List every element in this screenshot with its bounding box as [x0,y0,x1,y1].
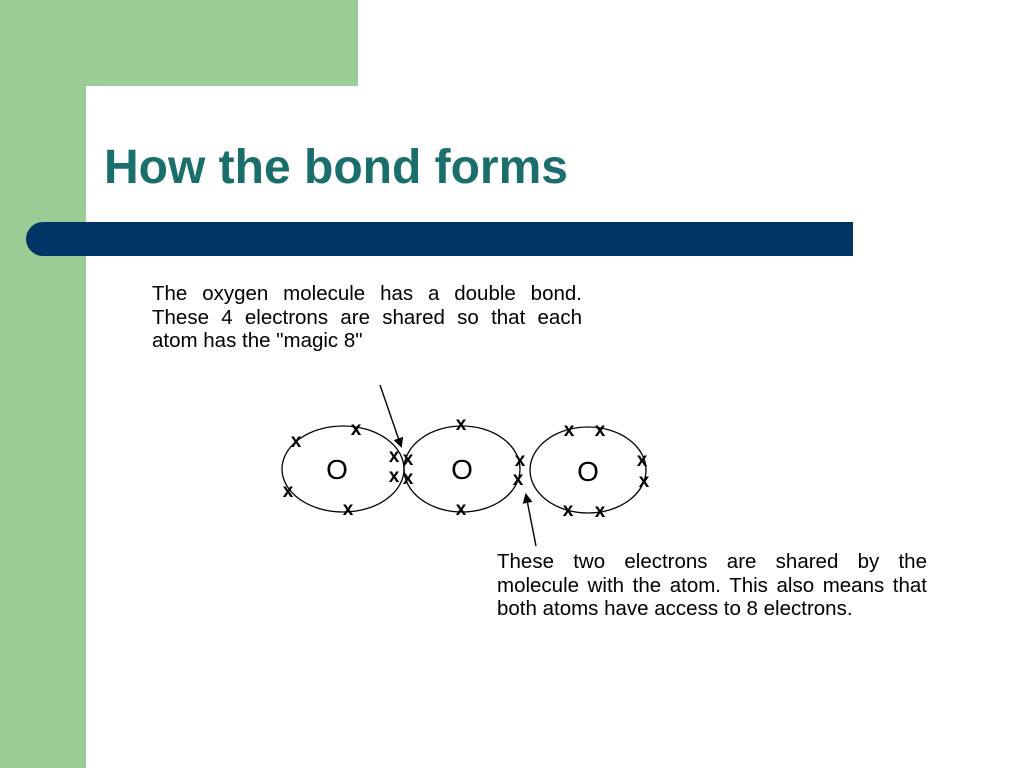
atom-symbol-left: O [326,454,348,485]
atom-symbol-center: O [451,454,473,485]
electron-mark: x [342,499,354,520]
electron-mark: x [638,471,650,492]
electron-mark: x [563,420,575,441]
electron-mark: x [402,468,414,489]
electron-mark: x [290,431,302,452]
slide-title: How the bond forms [104,141,568,194]
electron-mark: x [562,500,574,521]
electron-mark: x [388,466,400,487]
shared-pair-callout: These two electrons are shared by the molecule with the atom. This also means that both atoms have access to 8 electrons. [497,550,927,620]
atom-symbol-right: O [577,456,599,487]
electron-mark: x [594,420,606,441]
shared-pair-arrow [526,495,536,546]
electron-mark: x [455,499,467,520]
electron-mark: x [350,419,362,440]
double-bond-callout: The oxygen molecule has a double bond. These 4 electrons are shared so that each atom has the "magic 8" [152,282,582,352]
electron-mark: x [402,449,414,470]
electron-mark: x [514,450,526,471]
electron-mark: x [636,450,648,471]
electron-mark: x [512,469,524,490]
electron-mark: x [455,414,467,435]
electron-mark: x [594,501,606,522]
electron-mark: x [282,481,294,502]
electron-mark: x [388,446,400,467]
